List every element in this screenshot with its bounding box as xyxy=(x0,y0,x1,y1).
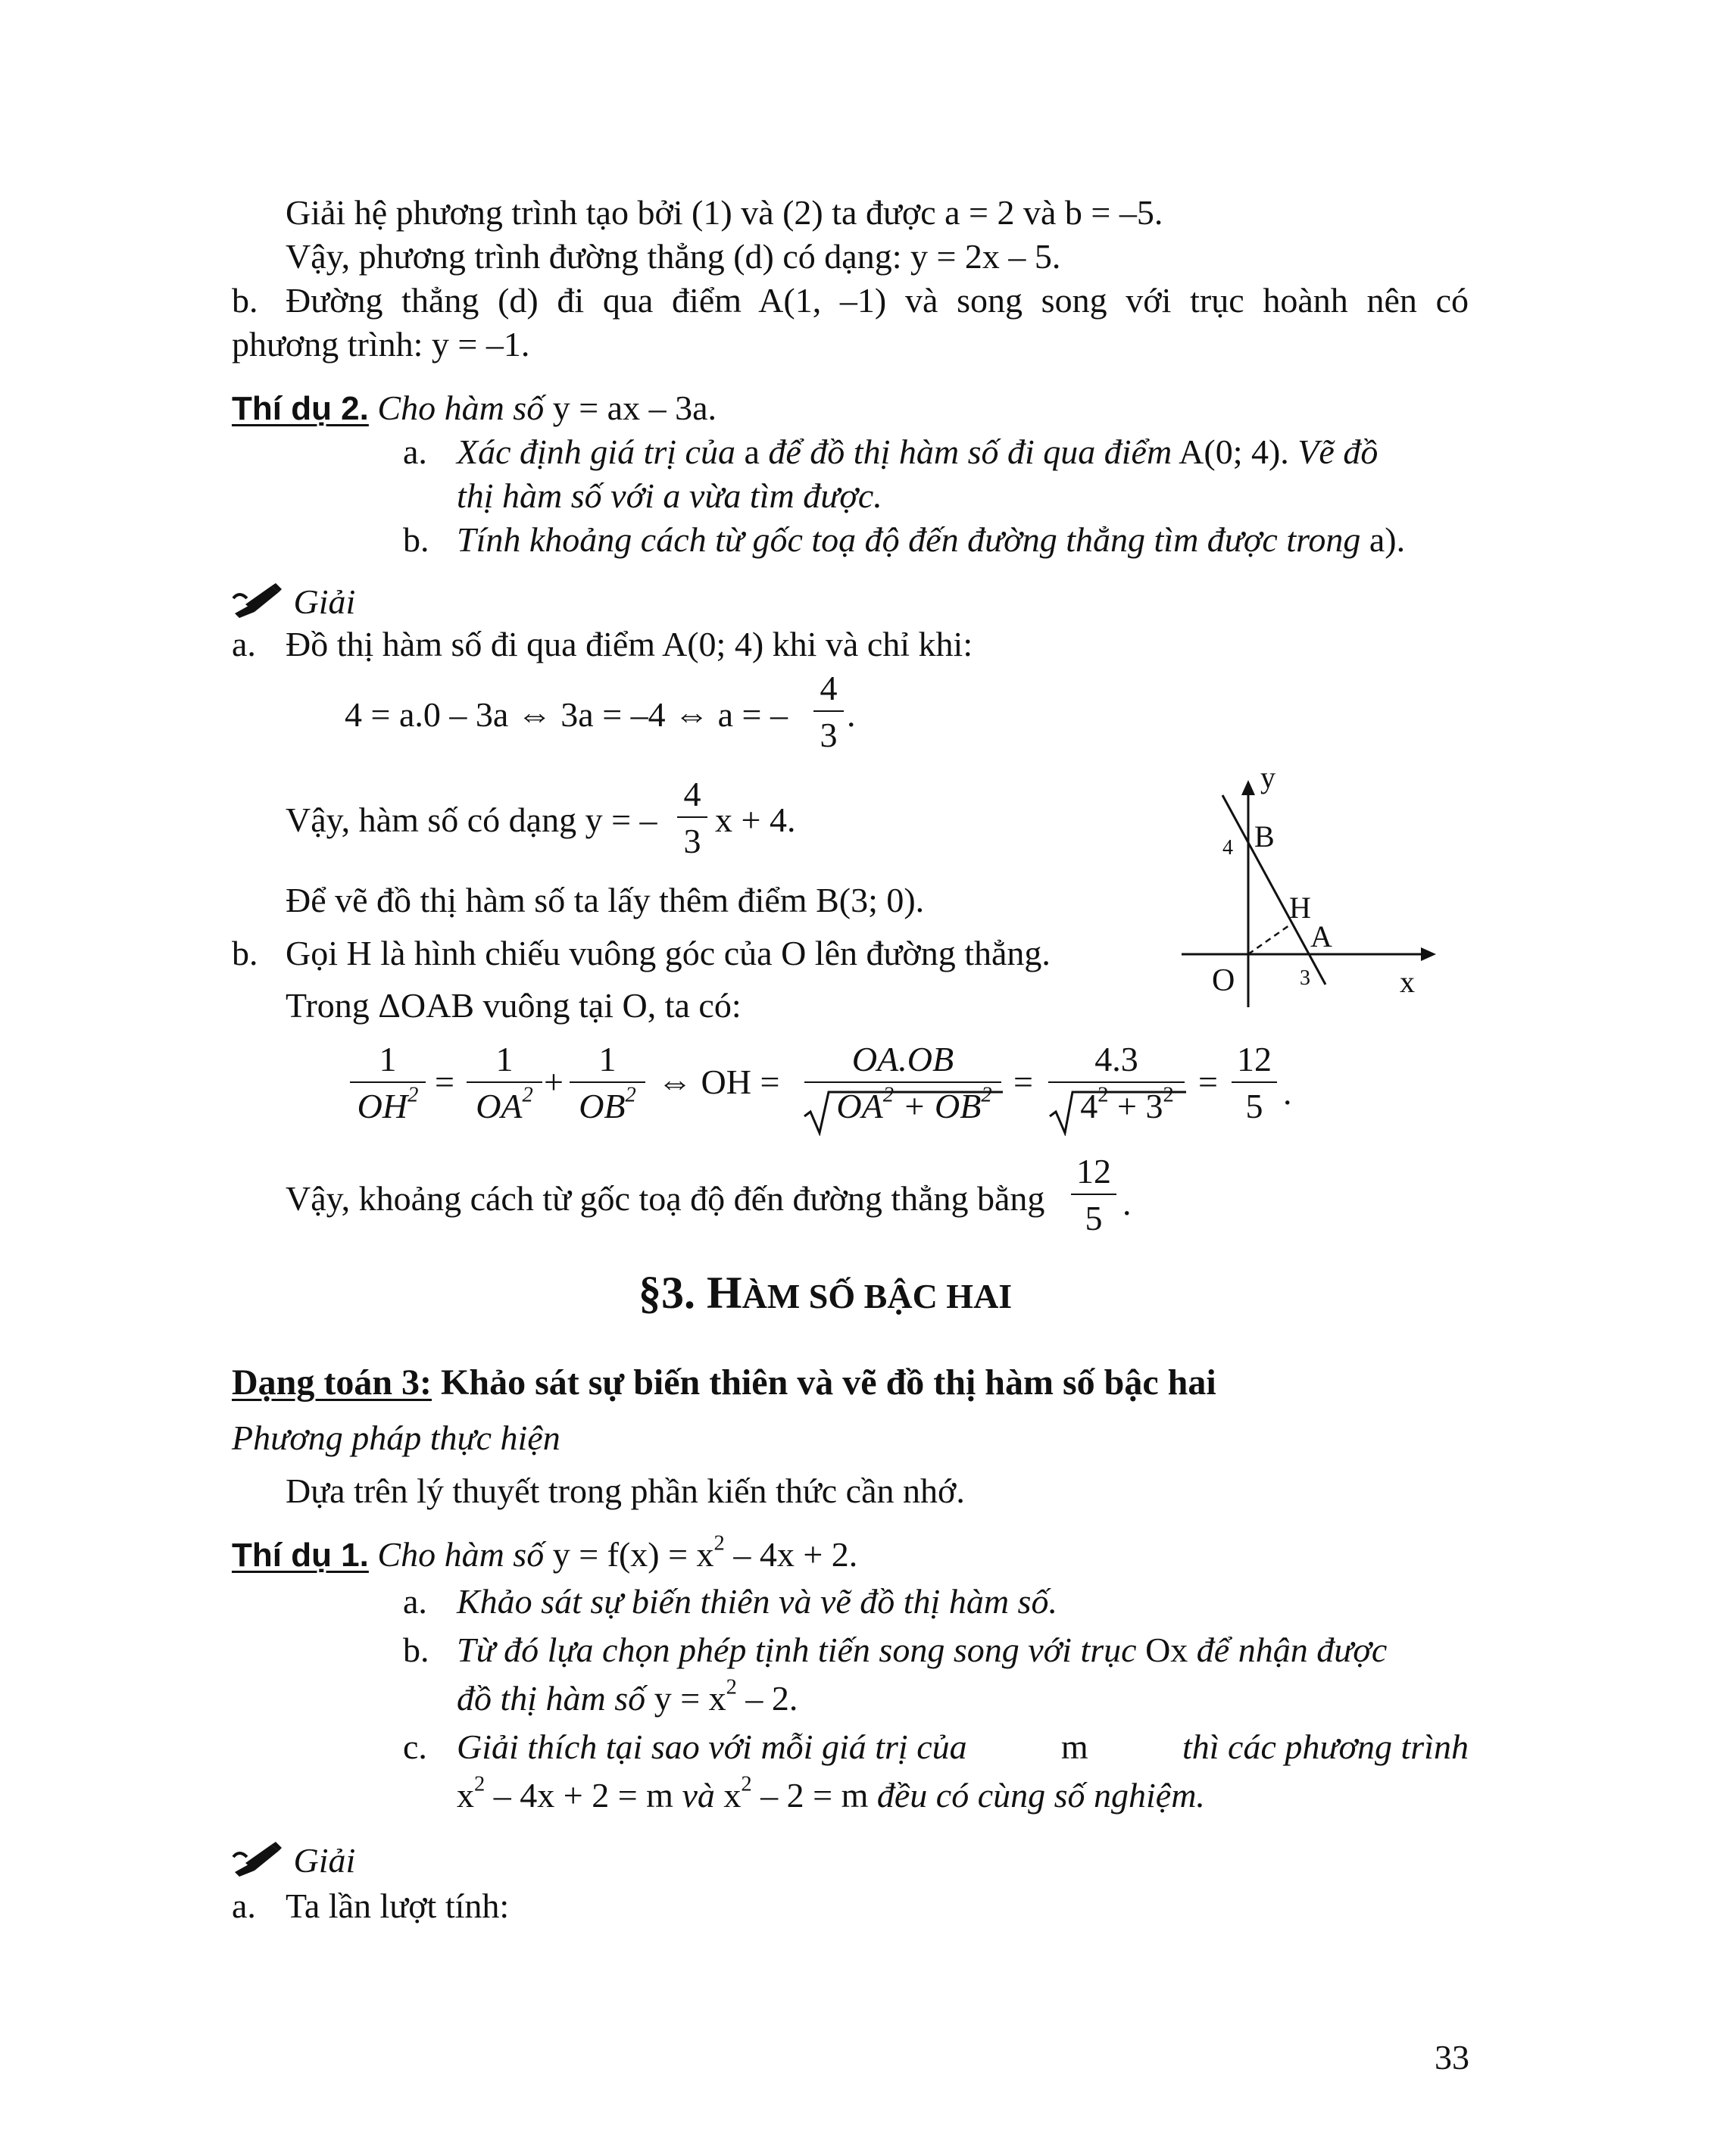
solution-1-b-text: Gọi H là hình chiếu vuông góc của O lên đường thẳng. xyxy=(286,934,1051,972)
method-text: Dựa trên lý thuyết trong phần kiến thức cần nhớ. xyxy=(286,1471,965,1510)
solution-1-a-label: a. xyxy=(232,625,256,663)
pencil-hand-icon xyxy=(232,583,285,618)
intro-line-2: Vậy, phương trình đường thẳng (d) có dạng: y = 2x – 5. xyxy=(286,237,1061,276)
graph-a-label: A xyxy=(1310,919,1332,953)
function-form-lhs: Vậy, hàm số có dạng y = – xyxy=(286,800,657,839)
example-2-label: Thí dụ 2. xyxy=(232,390,369,427)
example-2-a-label: a. xyxy=(403,432,427,471)
function-form-rhs: x + 4. xyxy=(715,800,796,839)
example-1-label: Thí dụ 1. xyxy=(232,1537,369,1574)
example-1-c-text-2: $x^2 - 4x + 2 = m$ và $x^2 - 2 = m$ đều có cùng số nghiệm. xyxy=(457,1772,1205,1815)
example-2-b-label: b. xyxy=(403,520,429,559)
equation-1-fraction: 4 3 xyxy=(813,671,844,753)
topic-3-title: Khảo sát sự biến thiên và vẽ đồ thị hàm số bậc hai xyxy=(441,1362,1216,1403)
section-title: §3. HÀM SỐ BẬC HAI xyxy=(639,1268,1013,1318)
topic-3-heading xyxy=(232,1362,1216,1403)
graph-tick-3: 3 xyxy=(1300,966,1310,990)
formula-plus: + xyxy=(544,1063,564,1101)
example-1-b-label: b. xyxy=(403,1631,429,1669)
example-2-b-text: Tính khoảng cách từ gốc toạ độ đến đường thẳng tìm được trong a). xyxy=(457,520,1406,559)
sqrt-symbol-2 xyxy=(1048,1089,1188,1136)
perpendicular-oh xyxy=(1248,925,1289,954)
x-axis-arrow-icon xyxy=(1421,947,1436,961)
formula-equals-3: = xyxy=(1198,1063,1218,1101)
example-1-b-text-2: đồ thị hàm số $y = x^2 - 2$. xyxy=(457,1675,798,1718)
solution-2-heading: Giải xyxy=(232,1842,355,1878)
solution-2-a-label: a. xyxy=(232,1886,256,1925)
graph-x-label: x xyxy=(1400,965,1415,999)
conclusion-fraction: 12 5 xyxy=(1071,1154,1116,1236)
formula-frac-12-5: 12 5 xyxy=(1232,1042,1277,1124)
example-1-c-label: c. xyxy=(403,1727,427,1766)
intro-b-text: Đường thẳng (d) đi qua điểm A(1, –1) và song song với trục hoành nên có xyxy=(286,281,1469,320)
method-heading: Phương pháp thực hiện xyxy=(232,1418,560,1457)
formula-frac-oh: 1 $OH^2$ xyxy=(350,1042,426,1124)
pencil-hand-icon xyxy=(232,1842,285,1877)
intro-b-label: b. xyxy=(232,281,258,320)
example-2-statement: Thí dụ 2. Cho hàm số y = ax – 3a. xyxy=(232,389,717,427)
solution-1-a-text: Đồ thị hàm số đi qua điểm A(0; 4) khi và chỉ khi: xyxy=(286,625,973,663)
example-1-a-text: Khảo sát sự biến thiên và vẽ đồ thị hàm số. xyxy=(457,1582,1057,1621)
conclusion-end: . xyxy=(1122,1184,1132,1222)
example-1-b-text: Từ đó lựa chọn phép tịnh tiến song song với trục Ox để nhận được xyxy=(457,1631,1388,1669)
solution-1-heading: Giải xyxy=(232,583,355,619)
page-number: 33 xyxy=(1435,2038,1469,2077)
equation-1-lhs: 4 = a.0 – 3a ⇔ 3a = –4 ⇔ a = – xyxy=(345,695,788,734)
formula-frac-ob: 1 $OB^2$ xyxy=(570,1042,645,1124)
graph-h-label: H xyxy=(1289,891,1311,925)
solution-1-b-label: b. xyxy=(232,934,258,972)
graph-tick-4: 4 xyxy=(1222,836,1233,860)
example-2-a-text: Xác định giá trị của a để đồ thị hàm số đi qua điểm A(0; 4). Vẽ đồ xyxy=(457,432,1378,471)
formula-equals-1: = xyxy=(435,1063,454,1101)
formula-frac-oaob: OA.OB $OA^2 + OB^2$ xyxy=(804,1042,1001,1124)
formula-frac-43: 4.3 $4^2 + 3^2$ xyxy=(1048,1042,1185,1124)
y-axis-arrow-icon xyxy=(1241,780,1255,795)
conclusion-text: Vậy, khoảng cách từ gốc toạ độ đến đường thẳng bằng xyxy=(286,1179,1045,1218)
example-2-a-text-2: thị hàm số với a vừa tìm được. xyxy=(457,476,882,515)
graph-o-label: O xyxy=(1212,963,1235,998)
intro-b-text-2: phương trình: y = –1. xyxy=(232,325,530,364)
intro-line-1: Giải hệ phương trình tạo bởi (1) và (2) ta được a = 2 và b = –5. xyxy=(286,193,1163,232)
graph-y-label: y xyxy=(1260,765,1275,794)
example-1-a-label: a. xyxy=(403,1582,427,1621)
formula-equiv: ⇔ OH = xyxy=(657,1063,780,1101)
equation-1-end: . xyxy=(847,695,856,734)
graph-b-label: B xyxy=(1254,819,1275,853)
triangle-text: Trong ΔOAB vuông tại O, ta có: xyxy=(286,986,742,1025)
example-1-c-text: Giải thích tại sao với mỗi giá trị của m thì các phương trình xyxy=(457,1727,1469,1766)
formula-dot: . xyxy=(1283,1073,1292,1112)
function-form-fraction: 4 3 xyxy=(677,777,707,859)
sqrt-symbol-1 xyxy=(803,1089,1004,1136)
example-1-statement: Thí dụ 1. Cho hàm số $y = f(x) = x^2 - 4x + 2$. xyxy=(232,1531,858,1574)
solution-2-a-text: Ta lần lượt tính: xyxy=(286,1886,510,1925)
topic-3-label: Dạng toán 3: xyxy=(232,1362,432,1403)
formula-frac-oa: 1 $OA^2$ xyxy=(467,1042,542,1124)
formula-equals-2: = xyxy=(1013,1063,1033,1101)
extra-point-text: Để vẽ đồ thị hàm số ta lấy thêm điểm B(3; 0). xyxy=(286,881,925,919)
line-graph xyxy=(1166,765,1469,1015)
